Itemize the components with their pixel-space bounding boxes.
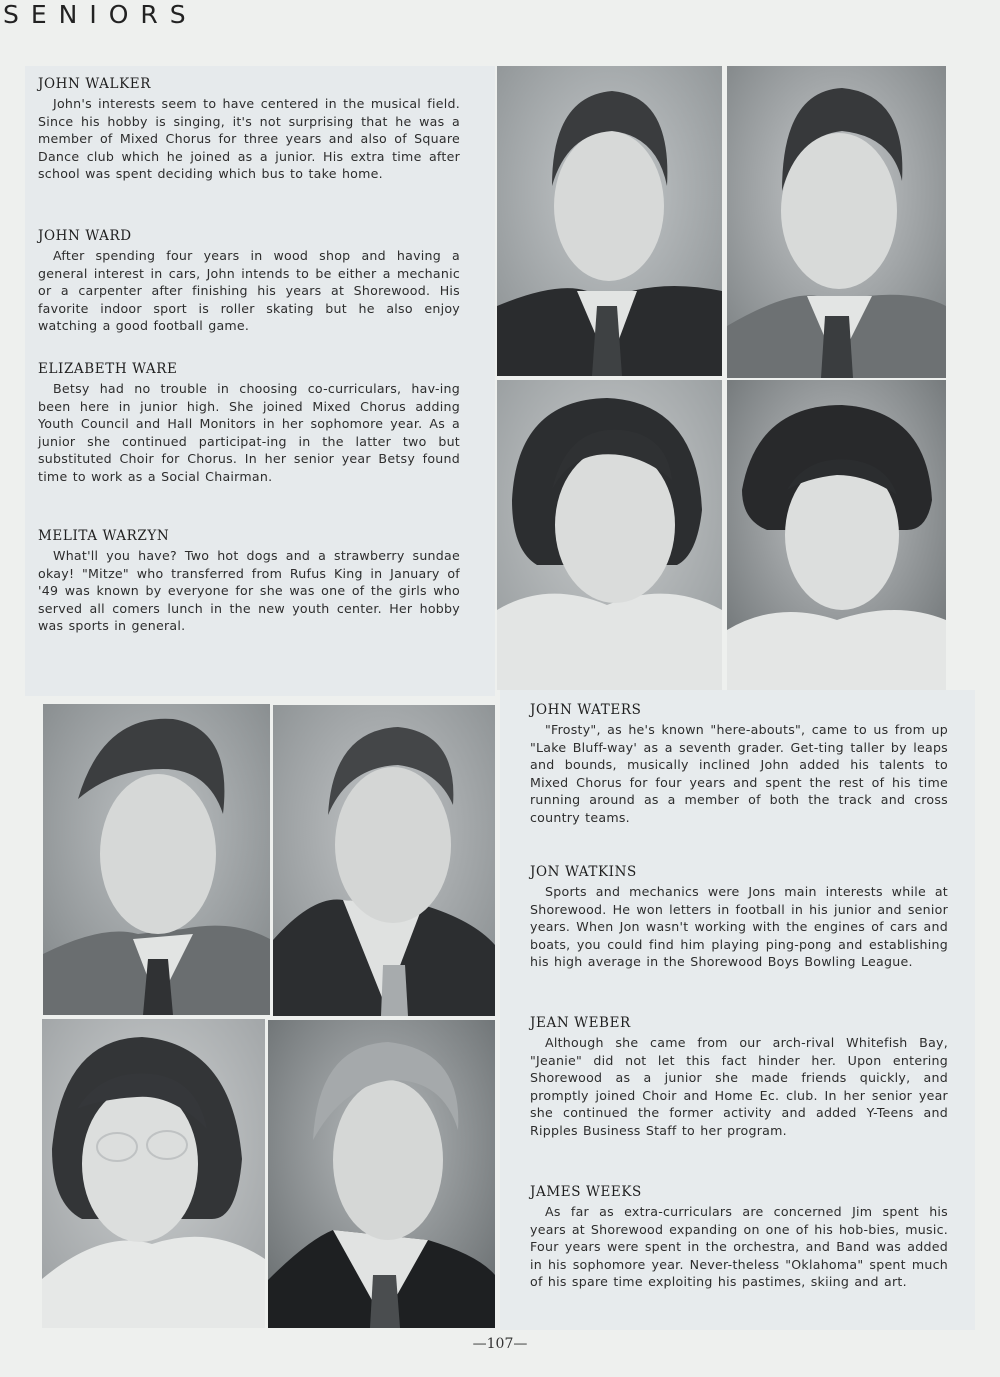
senior-bio-melita-warzyn [38,528,460,635]
portrait-photo-jean-weber [42,1019,265,1328]
senior-bio-text: John's interests seem to have centered in the musical field. Since his hobby is singing, it's not surprising that he was a member of Mixed Chorus for three years and also of Square Dance club which he joined as a junior. His extra time after school was spent deciding which bus to take home. [38,96,460,182]
senior-bio-elizabeth-ware [38,361,460,486]
senior-bio-text: Betsy had no trouble in choosing co-curriculars, hav-ing been here in junior high. She joined Mixed Chorus adding Youth Council and Hall Monitors in her sophomore year. As a junior she continued participat-ing in the latter two but substituted Choir for Chorus. In her senior year Betsy found time to work as a Social Chairman. [38,381,460,484]
senior-name: JOHN WARD [38,228,132,244]
portrait-photo-elizabeth-ware [497,380,722,690]
senior-bio-john-ward [38,228,460,335]
senior-bio-jon-watkins [530,864,948,971]
senior-bio-john-waters [530,702,948,827]
portrait-photo-john-ward [727,66,946,378]
senior-name: JEAN WEBER [530,1015,631,1031]
senior-bio-text: As far as extra-curriculars are concerned Jim spent his years at Shorewood expanding on one of his hob-bies, music. Four years were spent in the orchestra, and Band was added in his sophomore year. Never-theless "Oklahoma" spent much of his spare time exploiting his pastimes, skiing and art. [530,1204,948,1290]
senior-name: ELIZABETH WARE [38,361,178,377]
portrait-photo-jon-watkins [273,705,495,1016]
senior-bio-text: Sports and mechanics were Jons main interests while at Shorewood. He won letters in football in his junior and senior years. When Jon wasn't working with the engines of cars and boats, you could find him playing ping-pong and establishing his high average in the Shorewood Boys Bowling League. [530,884,948,970]
senior-bio-text: What'll you have? Two hot dogs and a strawberry sundae okay! "Mitze" who transferred from Rufus King in January of '49 was known by everyone for she was one of the girls who served all comers lunch in the new youth center. Her hobby was sports in general. [38,548,460,634]
portrait-photo-james-weeks [268,1020,495,1328]
portrait-photo-john-waters [43,704,270,1015]
senior-bio-james-weeks [530,1184,948,1291]
senior-bio-text: After spending four years in wood shop and having a general interest in cars, John intends to be either a mechanic or a carpenter after finishing his years at Shorewood. His favorite indoor sport is roller skating but he also enjoy watching a good football game. [38,248,460,334]
senior-name: JAMES WEEKS [530,1184,642,1200]
portrait-photo-john-walker [497,66,722,376]
senior-name: JOHN WATERS [530,702,642,718]
senior-name: JOHN WALKER [38,76,151,92]
senior-bio-text: Although she came from our arch-rival Whitefish Bay, "Jeanie" did not let this fact hinder her. Upon entering Shorewood as a junior she made friends quickly, and promptly joined Choir and Home Ec. club. In her senior year she continued the former activity and added Y-Teens and Ripples Business Staff to her program. [530,1035,948,1138]
senior-name: JON WATKINS [530,864,637,880]
senior-bio-john-walker [38,76,460,183]
page-number: —107— [472,1336,528,1352]
portrait-photo-melita-warzyn [727,380,946,690]
senior-bio-text: "Frosty", as he's known "here-abouts", came to us from up "Lake Bluff-way' as a seventh grader. Get-ting taller by leaps and bounds, musically inclined John added his talents to Mixed Chorus for four years and spent the rest of his time running around as a member of both the track and cross country teams. [530,722,948,825]
senior-bio-jean-weber [530,1015,948,1140]
section-title: SENIORS [3,0,198,29]
senior-name: MELITA WARZYN [38,528,170,544]
